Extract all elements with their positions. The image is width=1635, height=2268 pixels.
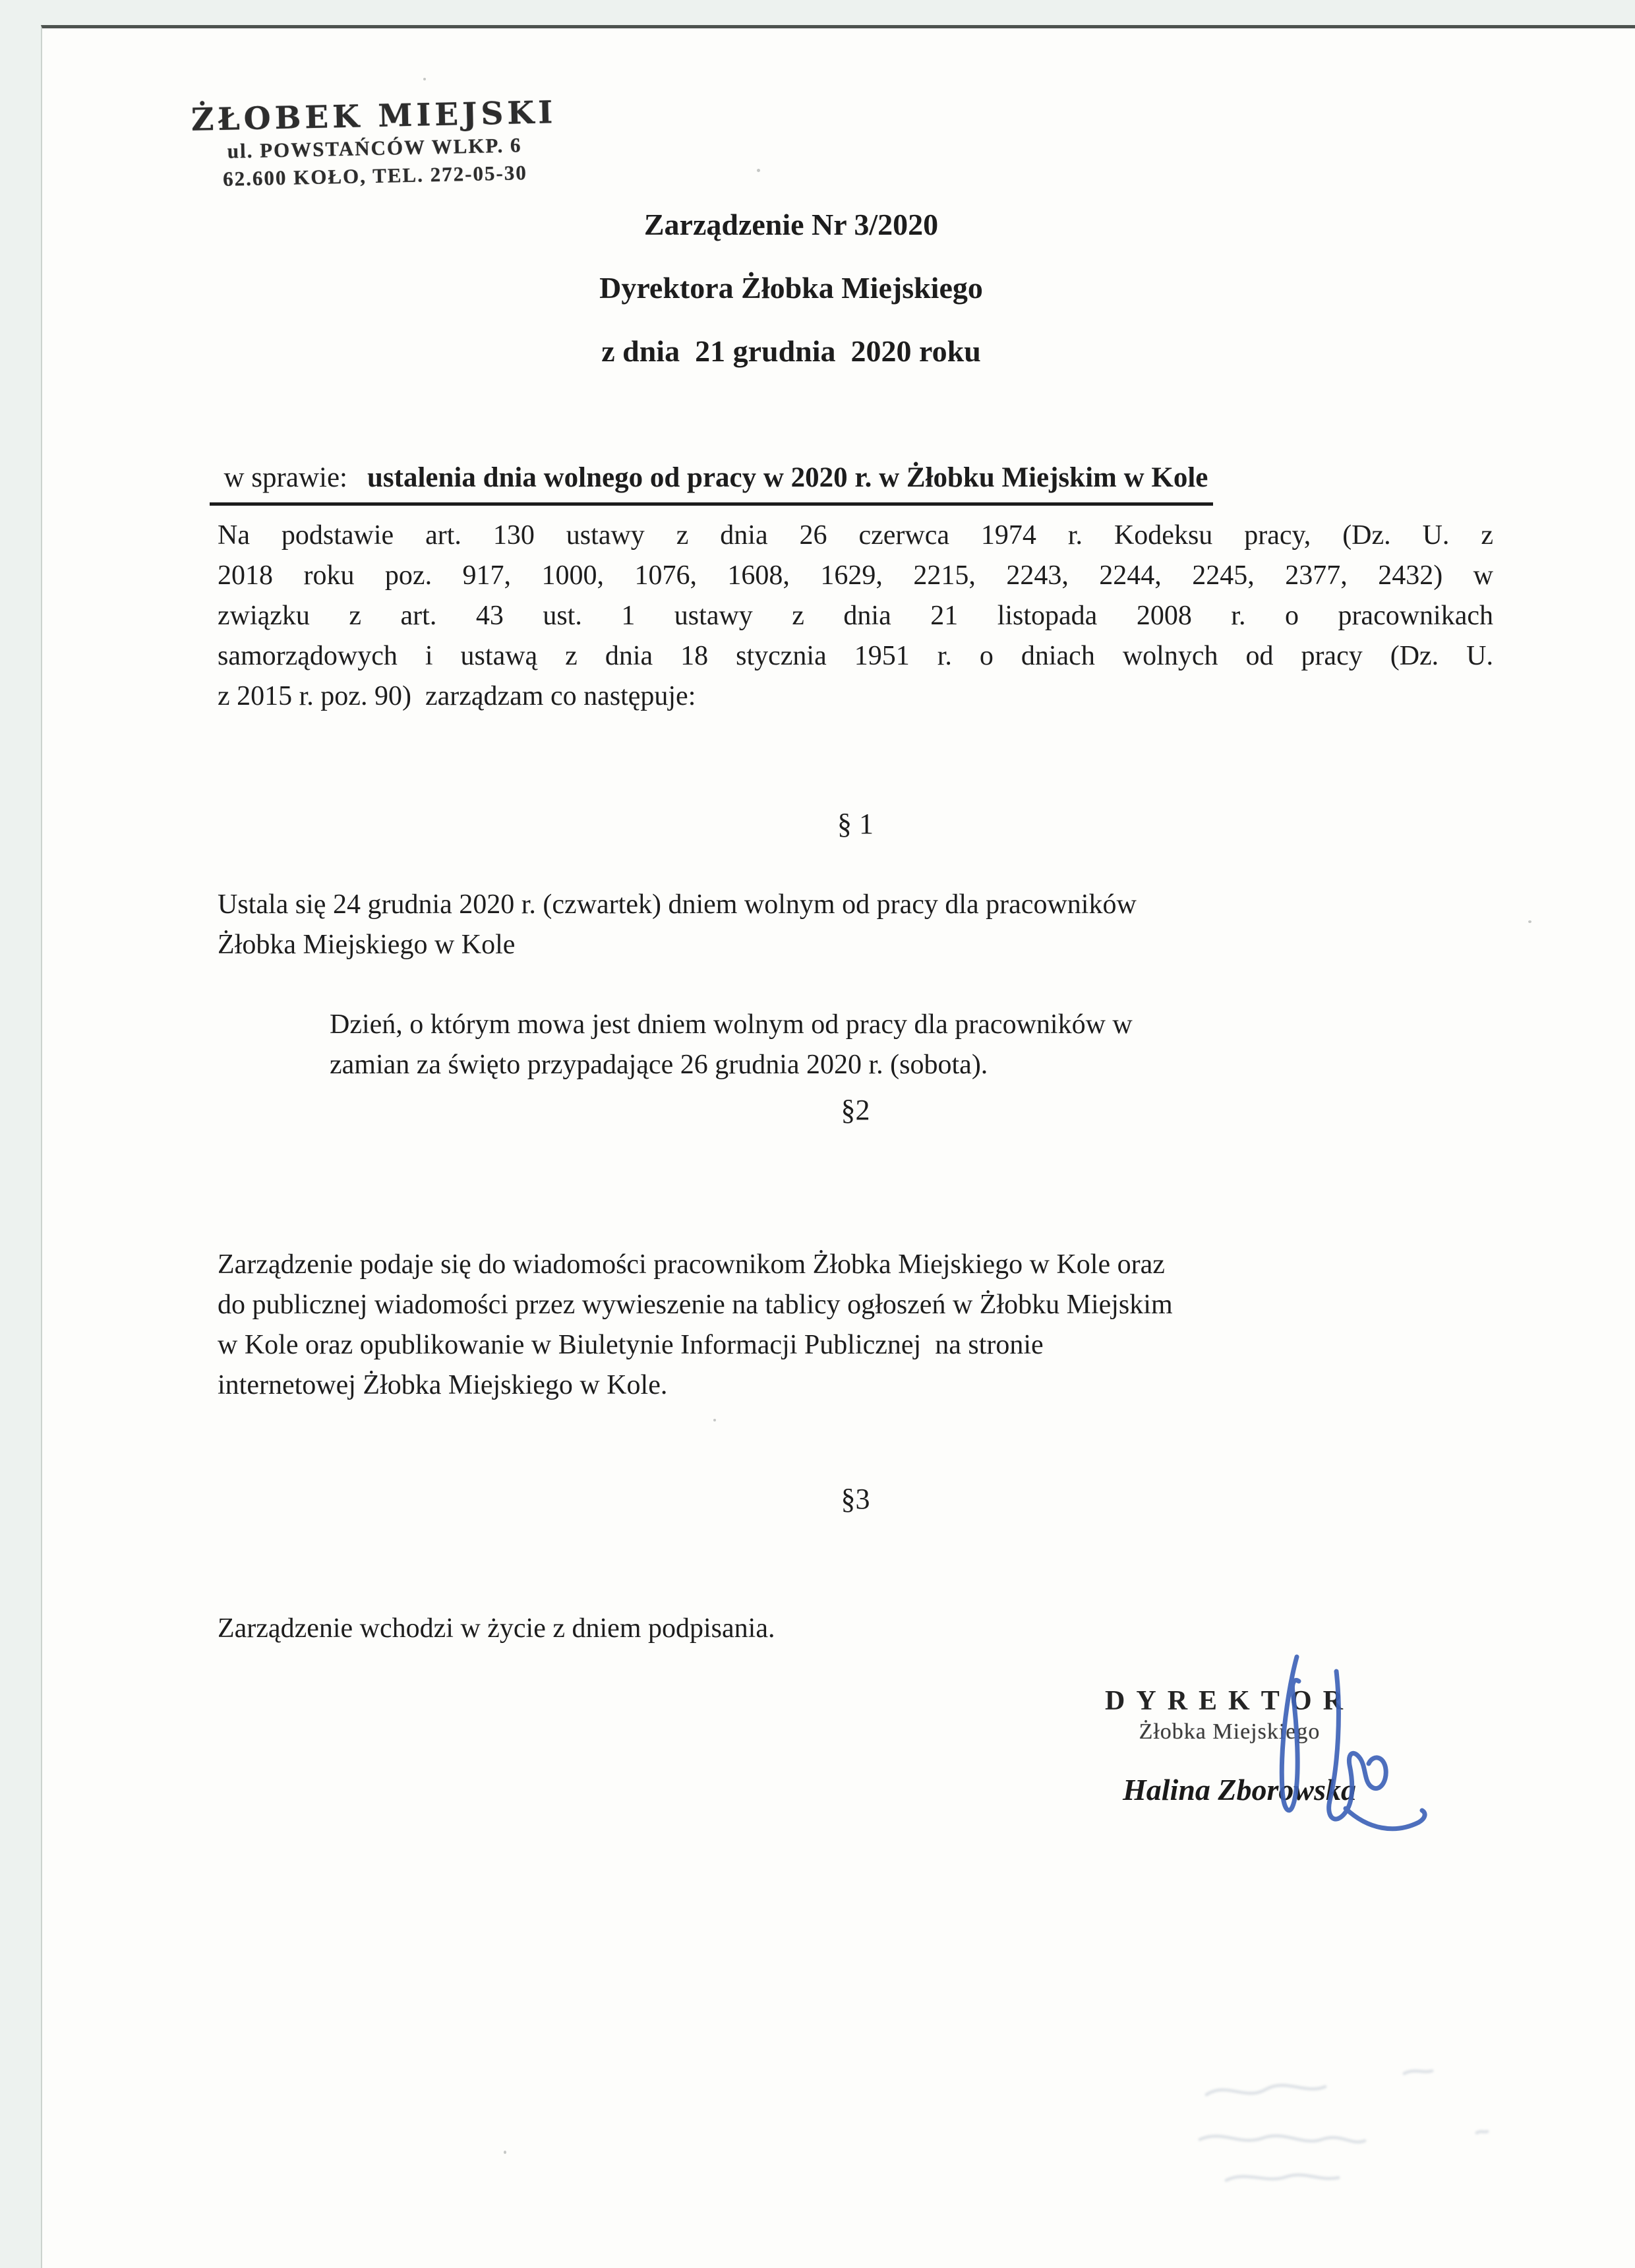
scan-speck [1528, 920, 1531, 923]
issue-date-line: z dnia 21 grudnia 2020 roku [601, 334, 981, 368]
section-2-line: internetowej Żłobka Miejskiego w Kole. [218, 1370, 668, 1400]
legal-basis-line: 2018 roku poz. 917, 1000, 1076, 1608, 1629, 2215, 2243, 2244, 2245, 2377, 2432) w [218, 560, 1493, 591]
subject-line [210, 429, 1213, 506]
legal-basis-line: z 2015 r. poz. 90) zarządzam co następuje: [218, 681, 696, 711]
scan-speck [423, 78, 426, 80]
handwritten-signature [1183, 1652, 1434, 1866]
signer-role: DYREKTOR [1105, 1686, 1354, 1716]
scan-speck [713, 1419, 716, 1421]
section-1-line: Ustala się 24 grudnia 2020 r. (czwartek) dniem wolnym od pracy dla pracowników [218, 889, 1137, 920]
section-1-subparagraph [330, 1005, 1358, 1085]
stamp-street-address: ul. POWSTAŃCÓW WLKP. 6 [227, 133, 522, 163]
legal-basis-line: samorządowych i ustawą z dnia 18 stycznia 1951 r. o dniach wolnych od pracy (Dz. U. [218, 641, 1493, 671]
issuer-title: Dyrektora Żłobka Miejskiego [599, 271, 983, 305]
stamp-institution-name: ŻŁOBEK MIEJSKI [191, 94, 557, 138]
section-1-line: Żłobka Miejskiego w Kole [218, 930, 516, 960]
signer-organization: Żłobka Miejskiego [1139, 1719, 1321, 1744]
document-heading [218, 210, 1365, 400]
section-2-line: Zarządzenie podaje się do wiadomości pracownikom Żłobka Miejskiego w Kole oraz [218, 1249, 1165, 1280]
subject-text: ustalenia dnia wolnego od pracy w 2020 r. w Żłobku Miejskim w Kole [367, 462, 1208, 493]
section-3-line: Zarządzenie wchodzi w życie z dniem podpisania. [218, 1613, 775, 1644]
legal-basis-line: Na podstawie art. 130 ustawy z dnia 26 czerwca 1974 r. Kodeksu pracy, (Dz. U. z [218, 520, 1493, 551]
section-2-line: do publicznej wiadomości przez wywieszenie na tablicy ogłoszeń w Żłobku Miejskim [218, 1290, 1173, 1320]
section-2-paragraph [218, 1245, 1497, 1406]
ordinance-number-title: Zarządzenie Nr 3/2020 [643, 208, 939, 241]
section-1-mark: § 1 [837, 808, 874, 840]
institution-stamp [183, 95, 567, 194]
scan-speck [757, 169, 760, 172]
scan-speck [504, 2151, 506, 2154]
legal-basis-paragraph [218, 516, 1493, 717]
section-1-paragraph [218, 885, 1493, 965]
section-1-subline: zamian za święto przypadające 26 grudnia 2020 r. (sobota). [330, 1050, 988, 1080]
section-3-paragraph [218, 1609, 1493, 1649]
signer-name: Halina Zborowska [1122, 1773, 1356, 1806]
section-1-subline: Dzień, o którym mowa jest dniem wolnym od pracy dla pracowników w [330, 1009, 1133, 1040]
section-2-line: w Kole oraz opublikowanie w Biuletynie Informacji Publicznej na stronie [218, 1330, 1044, 1360]
section-3-mark: §3 [841, 1483, 870, 1515]
subject-label: w sprawie: [223, 462, 347, 493]
faint-pencil-smudges [1187, 2054, 1497, 2215]
legal-basis-line: związku z art. 43 ust. 1 ustawy z dnia 21 listopada 2008 r. o pracownikach [218, 601, 1493, 631]
stamp-city-phone: 62.600 KOŁO, TEL. 272-05-30 [222, 161, 528, 191]
section-2-mark: §2 [841, 1094, 870, 1126]
